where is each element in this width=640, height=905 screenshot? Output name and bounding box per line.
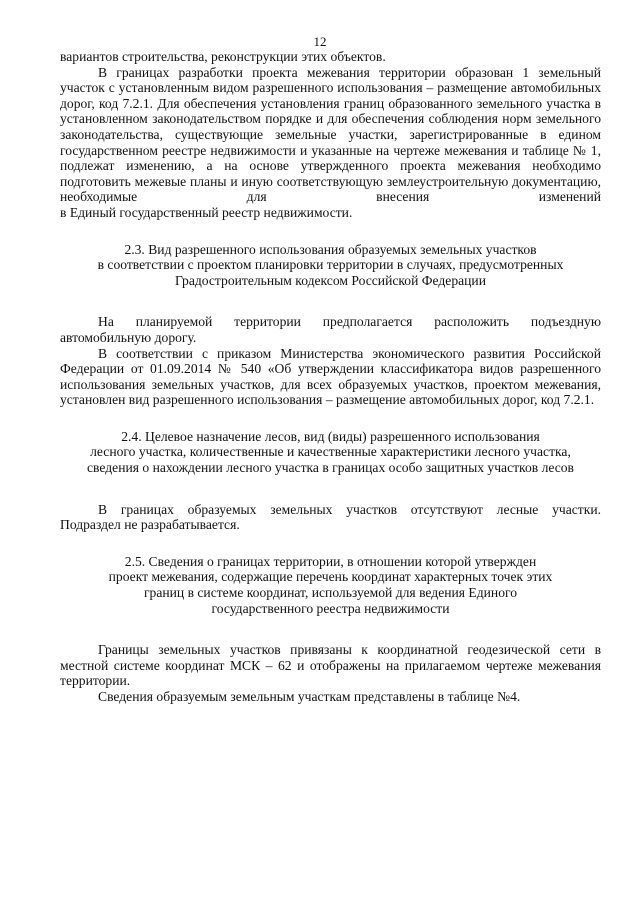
heading-line: границ в системе координат, используемой для ведения Единого [143, 585, 518, 601]
section-heading-2-5 [60, 554, 601, 616]
heading-line: лесного участка, количественные и качественные характеристики лесного участка, [90, 444, 571, 460]
page-number: 12 [313, 34, 327, 49]
section-heading-2-4 [60, 429, 601, 476]
heading-line: проект межевания, содержащие перечень координат характерных точек этих [108, 569, 553, 585]
paragraph-ministry-order: В соответствии с приказом Министерства экономического развития Российской Федерации от 01.09.2014 № 540 «Об утверждении классификатора видов разрешенного использования земельных участков, для всех образуемых участков, проектом межевания, установлен вид разрешенного использования – размещение автомобильных дорог, код 7.2.1. [60, 345, 601, 408]
heading-line: государственного реестра недвижимости [211, 600, 450, 616]
heading-line: 2.4. Целевое назначение лесов, вид (виды) разрешенного использования [121, 428, 540, 444]
heading-line: в соответствии с проектом планировки территории в случаях, предусмотренных [97, 257, 564, 273]
paragraph-no-forest: В границах образуемых земельных участков отсутствуют лесные участки. [98, 501, 601, 517]
paragraph-planned-road: На планируемой территории предполагается расположить подъездную автомобильную дорогу. [60, 314, 601, 345]
document-body [60, 49, 601, 705]
heading-line: Градостроительным кодексом Российской Федерации [175, 272, 486, 288]
paragraph-land-plot-tail: в Единый государственный реестр недвижимости. [60, 204, 353, 220]
heading-line: сведения о нахождении лесного участка в границах особо защитных участков лесов [87, 460, 574, 476]
heading-line: 2.3. Вид разрешенного использования образуемых земельных участков [124, 241, 537, 257]
paragraph-continuation: вариантов строительства, реконструкции этих объектов. [60, 49, 386, 64]
heading-line: 2.5. Сведения о границах территории, в отношении которой утвержден [124, 553, 537, 569]
paragraph-coordinate-system: Границы земельных участков привязаны к координатной геодезической сети в местной системе координат МСК – 62 и отображены на прилагаемом чертеже межевания территории. [60, 642, 601, 689]
section-heading-2-3 [60, 242, 601, 289]
paragraph-table-reference: Сведения образуемым земельным участкам представлены в таблице №4. [98, 689, 521, 704]
paragraph-no-forest-tail: Подраздел не разрабатывается. [60, 517, 240, 533]
paragraph-land-plot-formed: В границах разработки проекта межевания территории образован 1 земельный участок с установленным видом разрешенного использования – размещение автомобильных дорог, код 7.2.1. Для обеспечения установления границ образованного земельного участка в установленном законодательством порядке и для обеспечения соблюдения норм земельного законодательства, существующие земельные участки, зарегистрированные в едином государственном реестре недвижимости и указанные на чертеже межевания и таблице № 1, подлежат изменению, а на основе утвержденного проекта межевания необходимо подготовить межевые планы и иную соответствующую землеустроительную документацию, необходимые для внесения изменений [60, 64, 601, 205]
